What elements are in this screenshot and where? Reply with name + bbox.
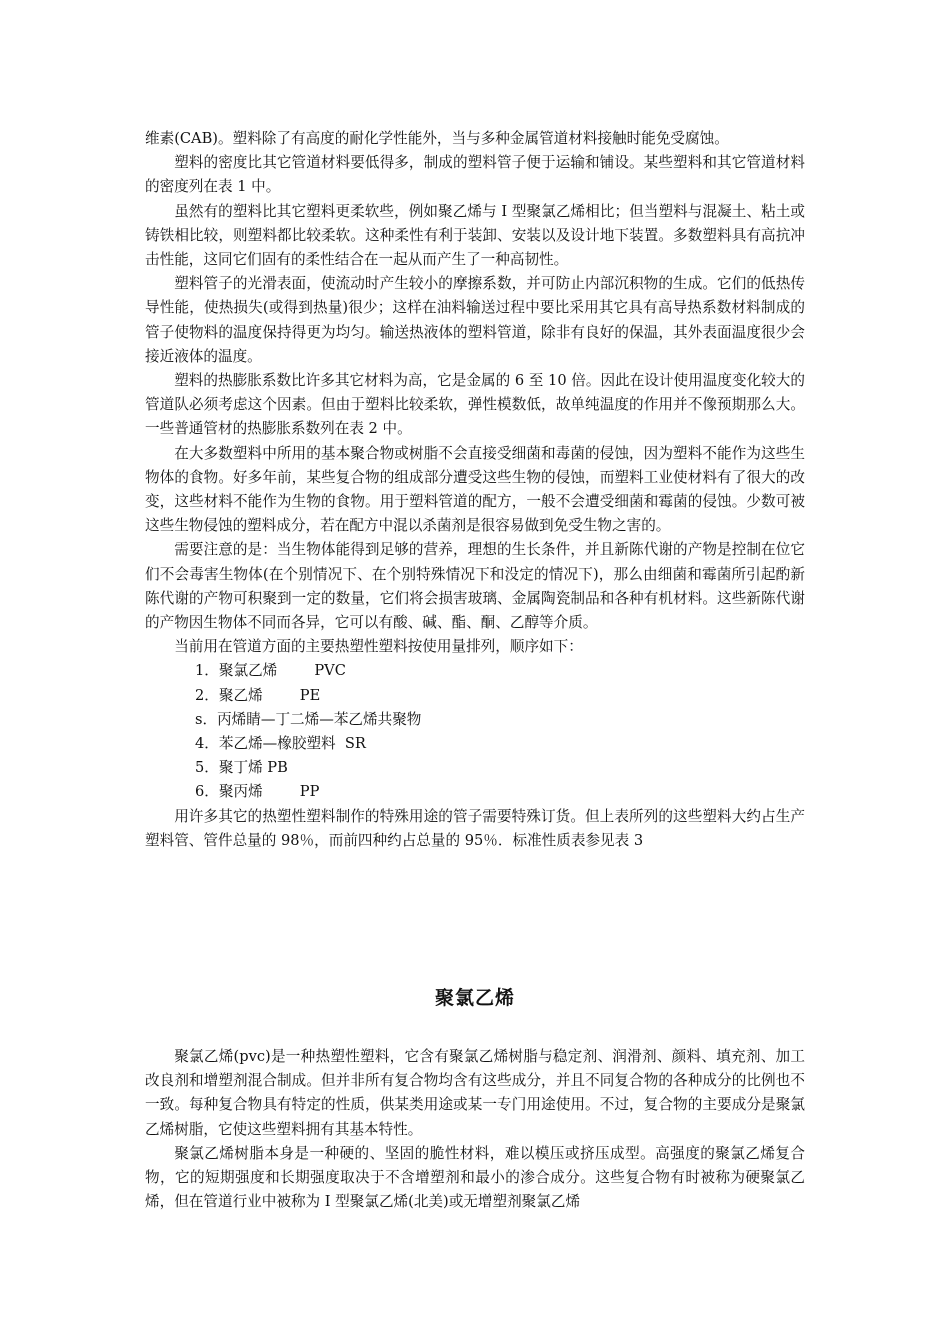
paragraph: 聚氯乙烯(pvc)是一种热塑性塑料，它含有聚氯乙烯树脂与稳定剂、润滑剂、颜料、填充剂、加工改良剂和增塑剂混合制成。但并非所有复合物均含有这些成分，并且不同复合物的各种成分的比例也不一致。每种复合物具有特定的性质，供某类用途或某一专门用途使用。不过，复合物的主要成分是聚氯乙烯树脂，它使这些塑料拥有其基本特性。 <box>145 1048 805 1138</box>
paragraph: 聚氯乙烯树脂本身是一种硬的、坚固的脆性材料，难以模压或挤压成型。高强度的聚氯乙烯复合物，它的短期强度和长期强度取决于不含增塑剂和最小的渗合成分。这些复合物有时被称为硬聚氯乙烯，但在管道行业中被称为 I 型聚氯乙烯(北美)或无增塑剂聚氯乙烯 <box>145 1144 805 1211</box>
paragraph: 虽然有的塑料比其它塑料更柔软些，例如聚乙烯与 I 型聚氯乙烯相比；但当塑料与混凝土、粘土或铸铁相比较，则塑料都比较柔软。这种柔性有利于装卸、安装以及设计地下装置。多数塑料具有高抗冲击性能，这同它们固有的柔性结合在一起从而产生了一种高韧性。 <box>145 202 805 269</box>
section-heading: 聚氯乙烯 <box>434 987 515 1009</box>
paragraph: 塑料的密度比其它管道材料要低得多，制成的塑料管子便于运输和铺设。某些塑料和其它管道材料的密度列在表 1 中。 <box>145 154 805 196</box>
document-body <box>145 127 805 853</box>
list-item: 5．聚丁烯 PB <box>195 759 288 777</box>
paragraph: 塑料的热膨胀系数比许多其它材料为高，它是金属的 6 至 10 倍。因此在设计使用温度变化较大的管道队必须考虑这个因素。但由于塑料比较柔软，弹性模数低，故单纯温度的作用并不像预期那么大。一些普通管材的热膨胀系数列在表 2 中。 <box>145 372 805 438</box>
list-item: 2．聚乙烯 PE <box>195 686 321 704</box>
list-item: s．丙烯睛—丁二烯—苯乙烯共聚物 <box>195 710 422 728</box>
list-item: 4．苯乙烯—橡胶塑料 SR <box>195 735 366 753</box>
list-item: 6．聚丙烯 PP <box>195 783 320 801</box>
paragraph: 维素(CAB)。塑料除了有高度的耐化学性能外，当与多种金属管道材料接触时能免受腐蚀。 <box>145 130 729 147</box>
section-body <box>145 1045 805 1214</box>
paragraph: 需要注意的是：当生物体能得到足够的营养，理想的生长条件，并且新陈代谢的产物是控制在位它们不会毒害生物体(在个别情况下、在个别特殊情况下和没定的情况下)，那么由细菌和霉菌所引起酌新陈代谢的产物可积聚到一定的数量，它们将会损害玻璃、金属陶瓷制品和各种有机材料。这些新陈代谢的产物因生物体不同而各异，它可以有酸、碱、酯、酮、乙醇等介质。 <box>145 541 805 632</box>
list-item: 1．聚氯乙烯 PVC <box>195 662 346 680</box>
paragraph: 塑料管子的光滑表面，使流动时产生较小的摩擦系数，并可防止内部沉积物的生成。它们的低热传导性能，使热损失(或得到热量)很少；这样在油料输送过程中要比采用其它具有高导热系数材料制成的管子使物料的温度保持得更为均匀。输送热液体的塑料管道，除非有良好的保温，其外表面温度很少会接近液体的温度。 <box>145 275 805 365</box>
paragraph: 当前用在管道方面的主要热塑性塑料按使用量排列，顺序如下： <box>174 638 583 656</box>
plastics-list <box>145 659 805 804</box>
paragraph: 在大多数塑料中所用的基本聚合物或树脂不会直接受细菌和毒菌的侵蚀，因为塑料不能作为这些生物体的食物。好多年前，某些复合物的组成部分遭受这些生物的侵蚀，而塑料工业使材料有了很大的改变，这些材料不能作为生物的食物。用于塑料管道的配方，一般不会遭受细菌和霉菌的侵蚀。少数可被这些生物侵蚀的塑料成分，若在配方中混以杀菌剂是很容易做到免受生物之害的。 <box>145 444 805 535</box>
paragraph: 用许多其它的热塑性塑料制作的特殊用途的管子需要特殊订货。但上表所列的这些塑料大约占生产塑料管、管件总量的 98％，而前四种约占总量的 95％．标准性质表参见表 3 <box>145 807 805 849</box>
